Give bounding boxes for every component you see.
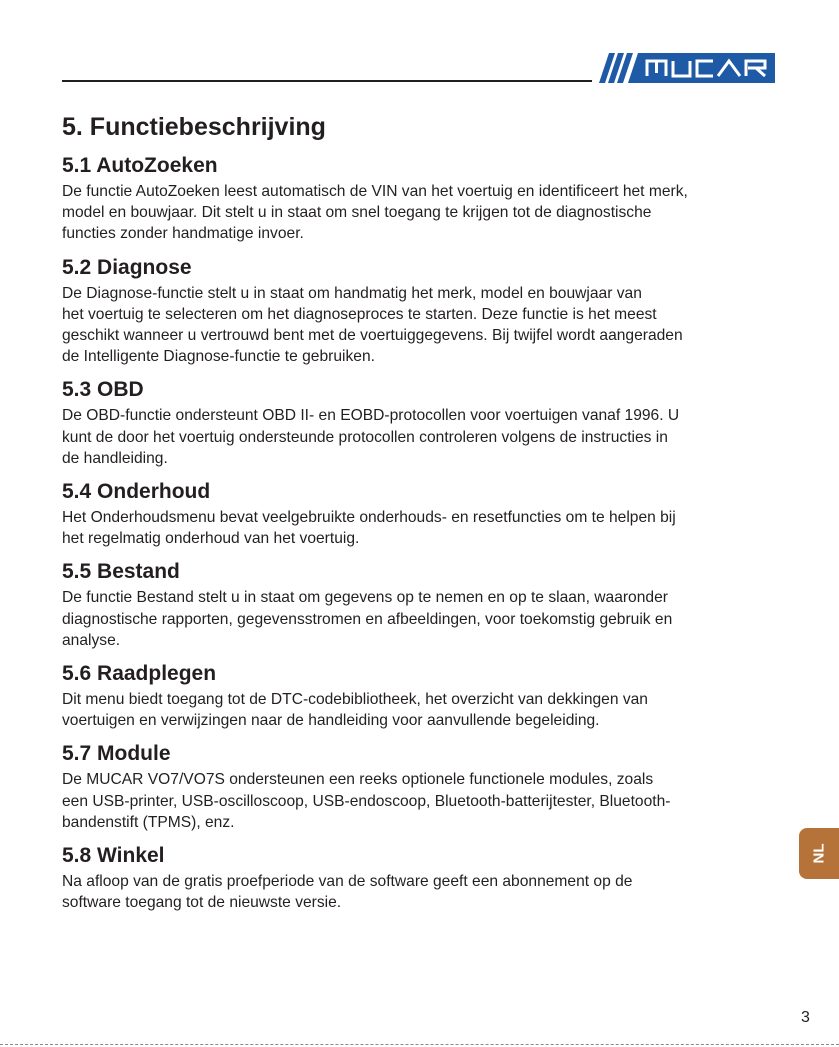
section-body — [62, 283, 782, 368]
body-line: De functie AutoZoeken leest automatisch de VIN van het voertuig en identificeert het merk, — [62, 183, 688, 200]
body-line: voertuigen en verwijzingen naar de handleiding voor aanvullende begeleiding. — [62, 712, 600, 730]
body-line: De Diagnose-functie stelt u in staat om handmatig het merk, model en bouwjaar van — [62, 284, 642, 302]
language-tab — [799, 828, 839, 879]
body-line: diagnostische rapporten, gegevensstromen en afbeeldingen, voor toekomstig gebruik en — [62, 610, 673, 628]
body-line: het regelmatig onderhoud van het voertuig. — [62, 530, 360, 548]
body-line: software toegang tot de nieuwste versie. — [62, 894, 342, 912]
sections-container — [62, 153, 782, 913]
section-heading: 5.3 OBD — [62, 378, 144, 402]
body-line: het voertuig te selecteren om het diagnoseproces te starten. Deze functie is het meest — [62, 305, 657, 323]
section — [62, 479, 782, 549]
body-line: de Intelligente Diagnose-functie te gebruiken. — [62, 348, 375, 366]
section — [62, 661, 782, 731]
body-line: De OBD-functie ondersteunt OBD II- en EOBD-protocollen voor voertuigen vanaf 1996. U — [62, 407, 680, 425]
page-number: 3 — [801, 1009, 810, 1026]
section-body — [62, 871, 782, 913]
section-heading: 5.7 Module — [62, 742, 171, 766]
section — [62, 255, 782, 368]
body-line: Na afloop van de gratis proefperiode van de software geeft een abonnement op de — [62, 873, 633, 891]
section-heading: 5.1 AutoZoeken — [62, 154, 218, 177]
mucar-logo-icon — [593, 53, 775, 83]
section-body — [62, 587, 782, 651]
section-heading: 5.2 Diagnose — [62, 255, 192, 279]
section-body — [62, 689, 782, 731]
section-heading: 5.5 Bestand — [62, 560, 180, 584]
body-line: Het Onderhoudsmenu bevat veelgebruikte onderhouds- en resetfuncties om te helpen bij — [62, 509, 676, 527]
body-line: de handleiding. — [62, 449, 168, 467]
section — [62, 559, 782, 651]
section-body — [62, 507, 782, 549]
body-line: geschikt wanneer u vertrouwd bent met de voertuiggegevens. Bij twijfel wordt aangeraden — [62, 327, 683, 345]
section-body — [62, 769, 782, 833]
footer-rule — [0, 1044, 839, 1045]
body-line: een USB-printer, USB-oscilloscoop, USB-endoscoop, Bluetooth-batterijtester, Bluetooth- — [62, 792, 671, 810]
body-line: bandenstift (TPMS), enz. — [62, 813, 235, 831]
header-rule — [62, 80, 592, 82]
section — [62, 843, 782, 913]
section-heading: 5.6 Raadplegen — [62, 662, 217, 686]
section-body — [62, 181, 782, 245]
section-heading: 5.8 Winkel — [62, 844, 165, 868]
section — [62, 741, 782, 833]
body-line: model en bouwjaar. Dit stelt u in staat om snel toegang te krijgen tot de diagnostische — [62, 204, 652, 222]
page-title: 5. Functiebeschrijving — [62, 113, 326, 141]
section — [62, 153, 782, 245]
section-body — [62, 405, 782, 469]
body-line: De functie Bestand stelt u in staat om gegevens op te nemen en op te slaan, waaronder — [62, 589, 668, 607]
page-content — [62, 110, 782, 923]
body-line: Dit menu biedt toegang tot de DTC-codebibliotheek, het overzicht van dekkingen van — [62, 691, 648, 709]
language-tab-label: NL — [810, 843, 828, 864]
section-heading: 5.4 Onderhoud — [62, 480, 211, 504]
body-line: kunt de door het voertuig ondersteunde protocollen controleren volgens de instructies in — [62, 428, 668, 446]
section — [62, 377, 782, 469]
body-line: De MUCAR VO7/VO7S ondersteunen een reeks optionele functionele modules, zoals — [62, 771, 654, 789]
body-line: analyse. — [62, 631, 121, 649]
body-line: functies zonder handmatige invoer. — [62, 225, 304, 243]
